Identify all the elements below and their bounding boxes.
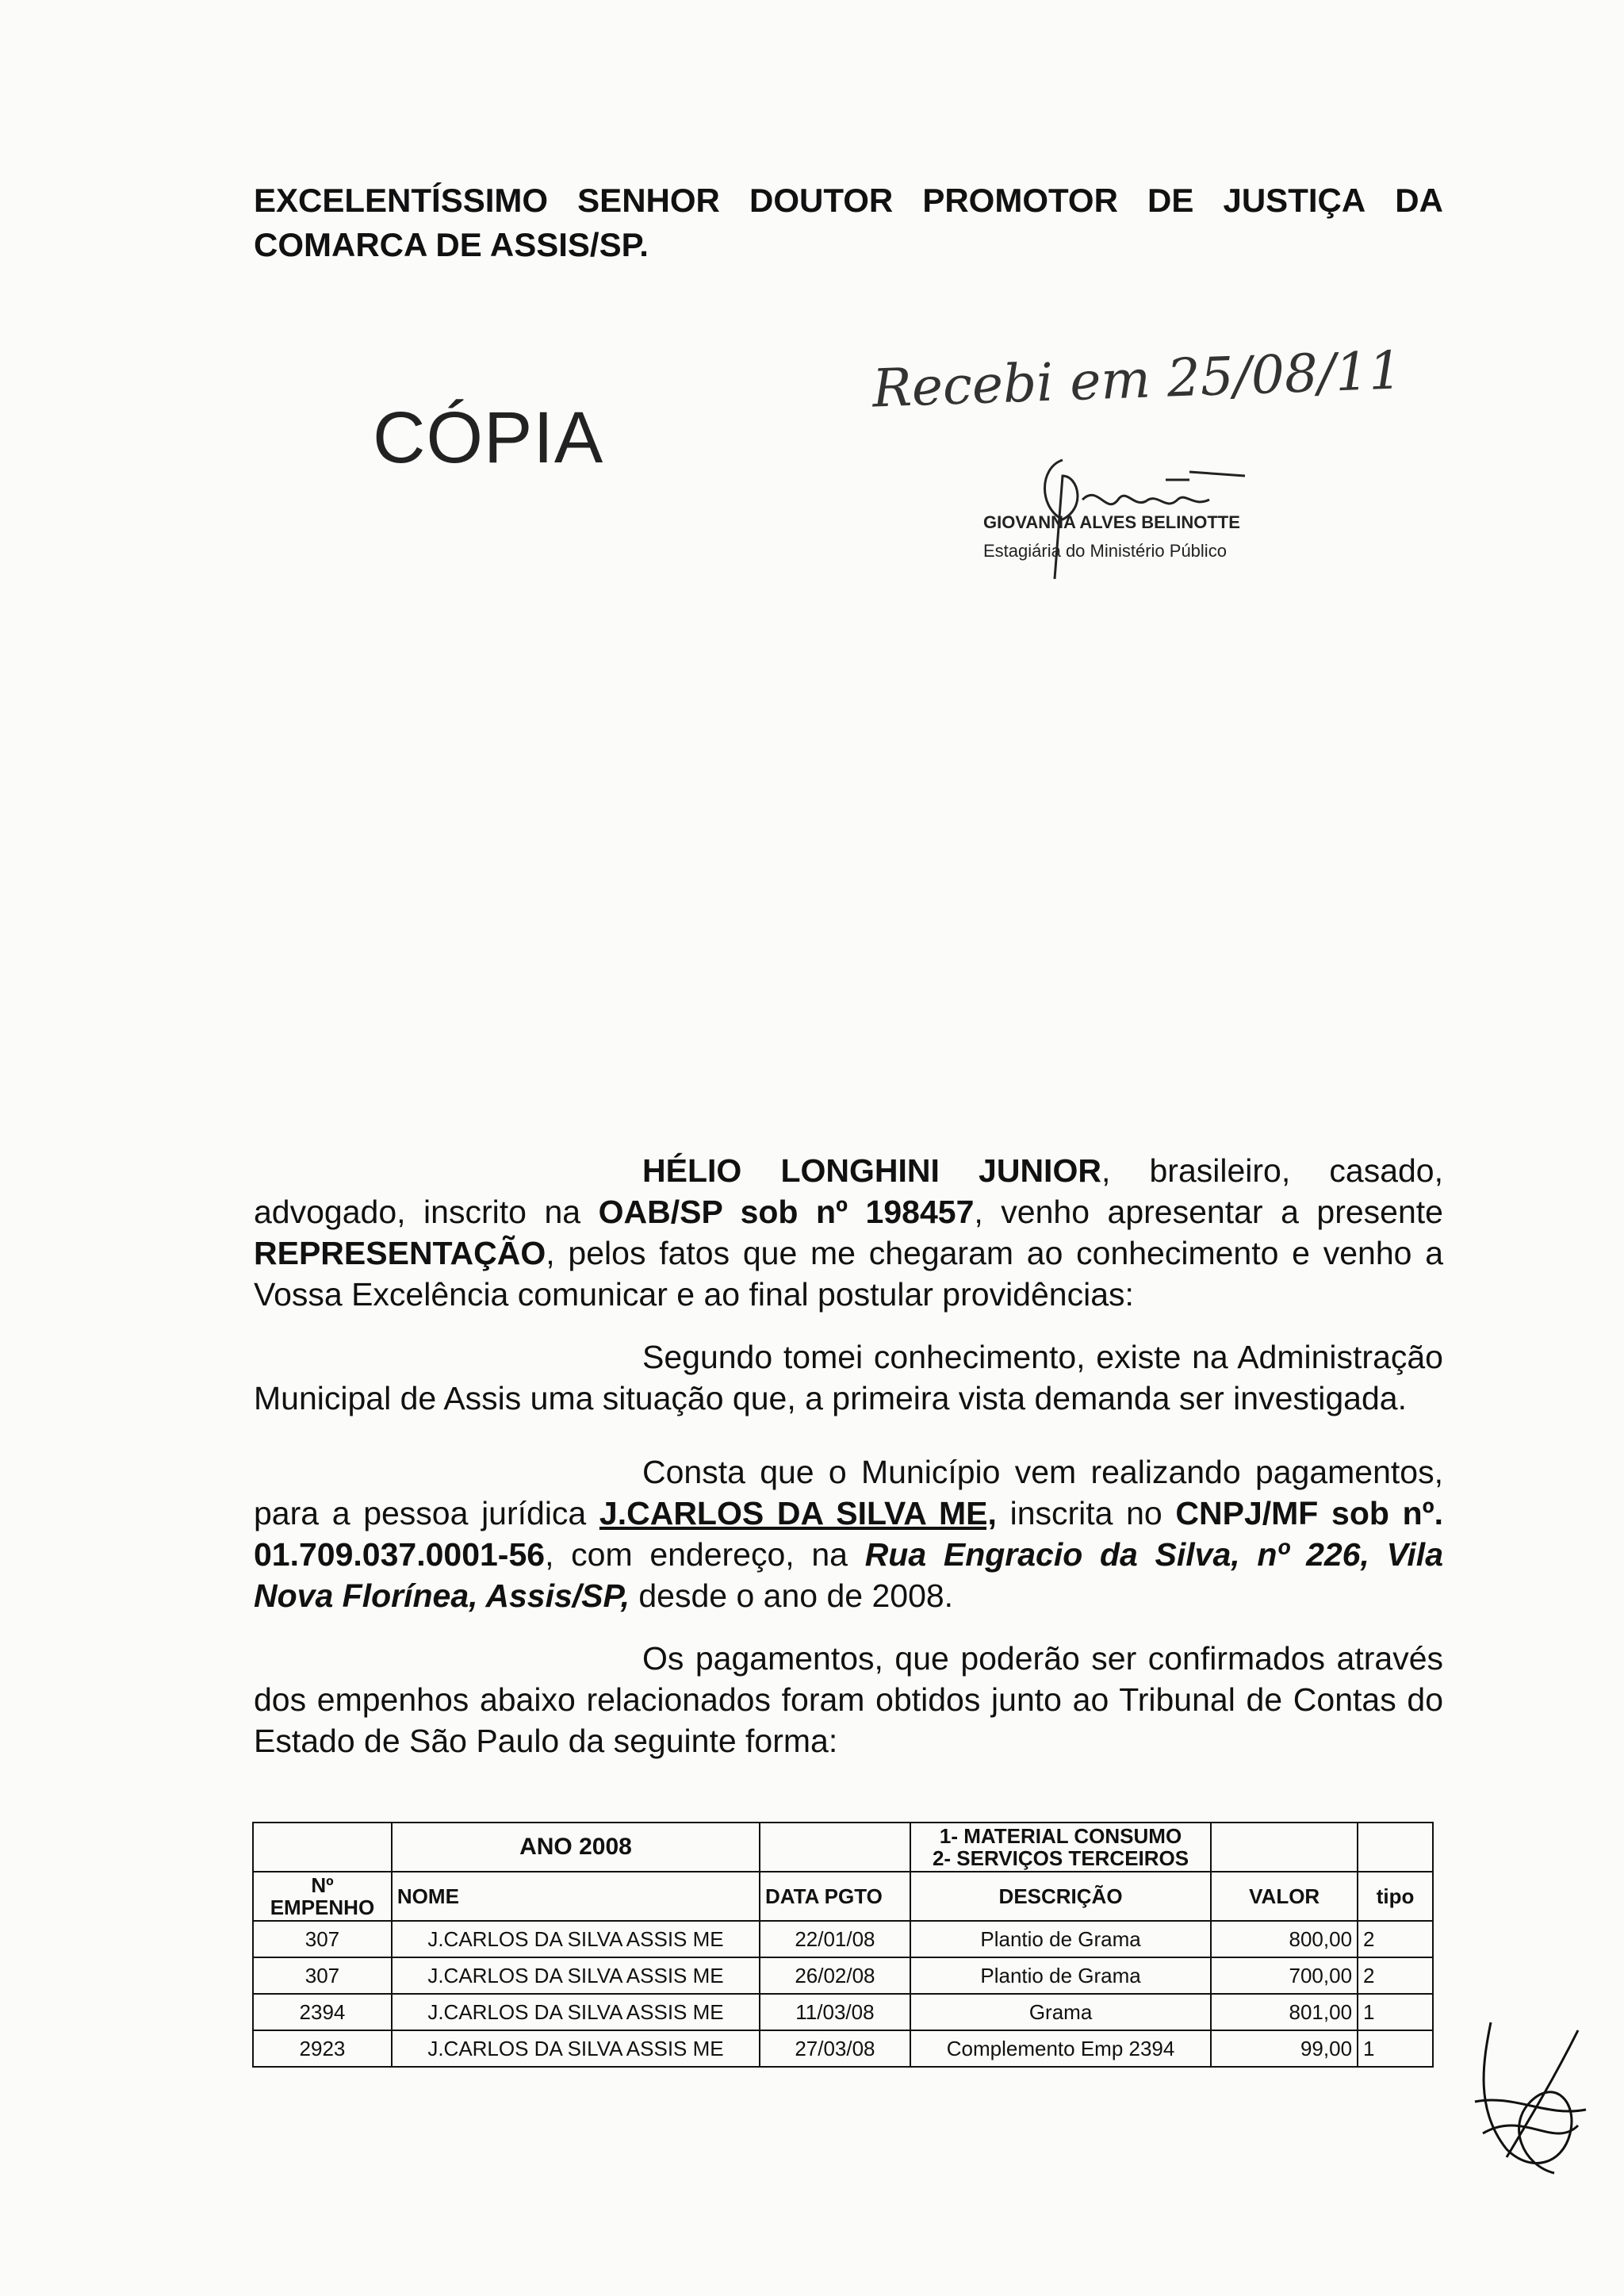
header-line-2: COMARCA DE ASSIS/SP. xyxy=(254,226,649,263)
text-run: Consta que o Município vem realizando pagamentos, para a pessoa jurídica xyxy=(254,1454,1443,1531)
table-row xyxy=(253,2030,1433,2067)
receiver-name: GIOVANNA ALVES BELINOTTE xyxy=(983,512,1240,532)
table-cell: 26/02/08 xyxy=(760,1957,910,1994)
header-word: PROMOTOR xyxy=(922,182,1118,219)
header-word: DOUTOR xyxy=(749,182,894,219)
receiver-role: Estagiária do Ministério Público xyxy=(983,541,1227,561)
paragraph-introduction xyxy=(254,1150,1443,1315)
column-header: VALOR xyxy=(1211,1872,1358,1921)
table-legend xyxy=(910,1823,1211,1872)
document-header xyxy=(254,178,1443,267)
table-cell: Plantio de Grama xyxy=(910,1957,1211,1994)
table-cell: 801,00 xyxy=(1211,1994,1358,2030)
company-address: Rua Engracio da Silva, nº 226, Vila Nova Florínea, Assis/SP, xyxy=(254,1536,1443,1614)
table-cell: 11/03/08 xyxy=(760,1994,910,2030)
table-cell: 700,00 xyxy=(1211,1957,1358,1994)
received-note: Recebi em 25/08/11 xyxy=(871,339,1404,420)
text-run: Segundo tomei conhecimento, existe na Administração Municipal de Assis uma situação que, a primeira vista demanda ser investigada. xyxy=(254,1339,1443,1416)
table-cell xyxy=(253,1823,392,1872)
payments-table xyxy=(252,1822,1434,2068)
text-run: , pelos fatos que me chegaram ao conhecimento e venho a Vossa Excelência comunicar e ao final postular providências: xyxy=(254,1235,1443,1313)
table-cell: J.CARLOS DA SILVA ASSIS ME xyxy=(392,1957,760,1994)
text-run: , brasileiro, casado, advogado, inscrito na xyxy=(254,1152,1443,1230)
table-cell: 307 xyxy=(253,1957,392,1994)
table-cell: 27/03/08 xyxy=(760,2030,910,2067)
table-cell: Complemento Emp 2394 xyxy=(910,2030,1211,2067)
table-cell: 1 xyxy=(1358,1994,1433,2030)
header-word: DE xyxy=(1147,182,1194,219)
text-run: desde o ano de 2008. xyxy=(629,1577,954,1614)
table-year-title: ANO 2008 xyxy=(392,1823,760,1872)
table-cell: Grama xyxy=(910,1994,1211,2030)
header-word: JUSTIÇA xyxy=(1223,182,1366,219)
table-row xyxy=(253,1921,1433,1957)
table-row xyxy=(253,1957,1433,1994)
table-cell: 307 xyxy=(253,1921,392,1957)
margin-initials-signature xyxy=(1459,2014,1594,2189)
table-cell: 22/01/08 xyxy=(760,1921,910,1957)
table-cell xyxy=(1358,1823,1433,1872)
table-cell: 1 xyxy=(1358,2030,1433,2067)
paragraph-source xyxy=(254,1638,1443,1761)
table-cell: J.CARLOS DA SILVA ASSIS ME xyxy=(392,1994,760,2030)
text-run: inscrita no xyxy=(996,1495,1176,1531)
paragraph-payments xyxy=(254,1451,1443,1616)
column-header: tipo xyxy=(1358,1872,1433,1921)
text-run: , venho apresentar a presente xyxy=(974,1194,1443,1230)
paragraph-situation xyxy=(254,1336,1443,1419)
column-header: DESCRIÇÃO xyxy=(910,1872,1211,1921)
column-header: DATA PGTO xyxy=(760,1872,910,1921)
author-name: HÉLIO LONGHINI JUNIOR xyxy=(642,1152,1101,1189)
table-cell: 2 xyxy=(1358,1921,1433,1957)
table-cell: 2 xyxy=(1358,1957,1433,1994)
table-title-row xyxy=(253,1823,1433,1872)
table-cell: 2394 xyxy=(253,1994,392,2030)
table-cell: J.CARLOS DA SILVA ASSIS ME xyxy=(392,1921,760,1957)
text-run: , com endereço, na xyxy=(545,1536,865,1573)
column-header: Nº EMPENHO xyxy=(253,1872,392,1921)
table-cell: 99,00 xyxy=(1211,2030,1358,2067)
legend-item: 1- MATERIAL CONSUMO xyxy=(939,1824,1182,1848)
table-row xyxy=(253,1994,1433,2030)
table-cell: J.CARLOS DA SILVA ASSIS ME xyxy=(392,2030,760,2067)
table-header-row xyxy=(253,1872,1433,1921)
table-cell xyxy=(760,1823,910,1872)
header-word: DA xyxy=(1395,182,1443,219)
table-cell xyxy=(1211,1823,1358,1872)
text-run: Os pagamentos, que poderão ser confirmados através dos empenhos abaixo relacionados foram obtidos junto ao Tribunal de Contas do Estado de São Paulo da seguinte forma: xyxy=(254,1640,1443,1759)
header-word: EXCELENTÍSSIMO xyxy=(254,182,549,219)
table-cell: 800,00 xyxy=(1211,1921,1358,1957)
table-cell: 2923 xyxy=(253,2030,392,2067)
company-name: J.CARLOS DA SILVA ME, xyxy=(599,1495,997,1531)
oab-number: OAB/SP sob nº 198457 xyxy=(598,1194,975,1230)
cnpj-number: CNPJ/MF sob nº. 01.709.037.0001-56 xyxy=(254,1495,1443,1573)
legend-item: 2- SERVIÇOS TERCEIROS xyxy=(932,1846,1189,1870)
header-line-1 xyxy=(254,178,1443,223)
header-word: SENHOR xyxy=(577,182,720,219)
representation-word: REPRESENTAÇÃO xyxy=(254,1235,546,1271)
column-header: NOME xyxy=(392,1872,760,1921)
table-cell: Plantio de Grama xyxy=(910,1921,1211,1957)
copy-stamp: CÓPIA xyxy=(373,397,604,478)
